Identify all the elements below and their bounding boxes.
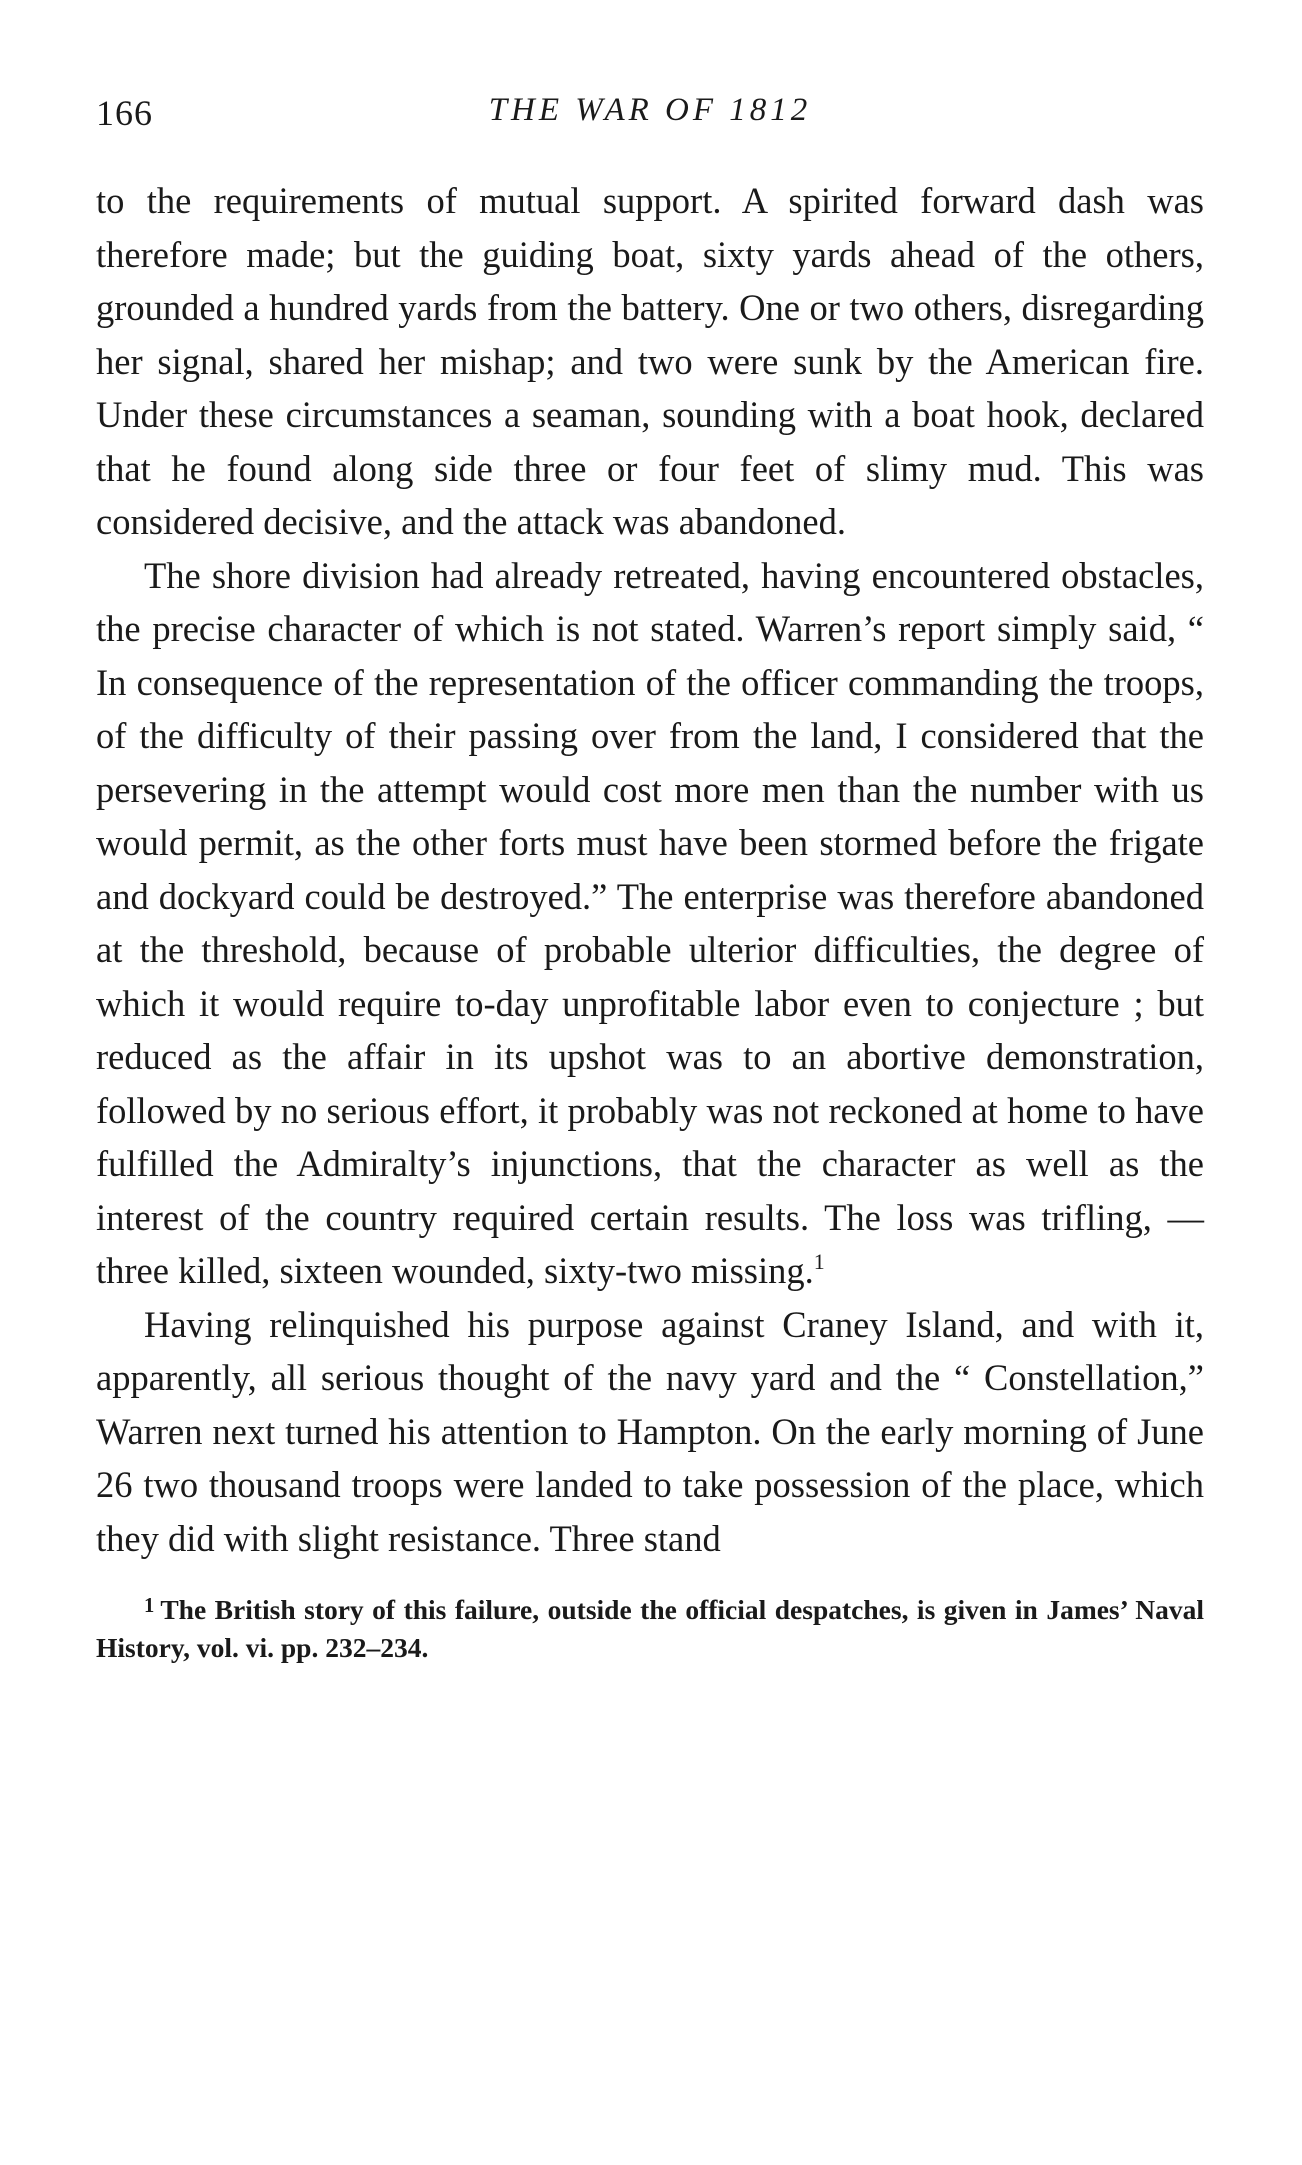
footnote-text: The British story of this failure, outside the official despatches, is given in James’ Naval History, vol. vi. pp. 232–234. [96, 1594, 1204, 1664]
footnote-mark: 1 [144, 1595, 155, 1617]
paragraph-text: to the requirements of mutual support. A spirited forward dash was therefore made; but the guiding boat, sixty yards ahead of the others, grounded a hundred yards from the battery. One or two others, disregarding her signal, shared her mishap; and two were sunk by the American fire. Under these circumstances a seaman, sounding with a boat hook, declared that he found along side three or four feet of slimy mud. This was considered decisive, and the attack was abandoned. [96, 180, 1204, 542]
footnote [96, 1587, 1204, 1667]
book-page [96, 92, 1204, 1667]
paragraph-text: Having relinquished his purpose against Craney Island, and with it, apparently, all serious thought of the navy yard and the “ Constellation,” Warren next turned his attention to Hampton. On the early morning of June 26 two thousand troops were landed to take possession of the place, which they did with slight resistance. Three stand [96, 1303, 1204, 1559]
page-number: 166 [96, 93, 153, 133]
running-title: THE WAR OF 1812 [488, 92, 812, 128]
running-head [96, 92, 1204, 142]
paragraph [96, 549, 1204, 1298]
footnote-reference: 1 [813, 1248, 825, 1274]
paragraph-text: The shore division had already retreated, having encountered obstacles, the precise character of which is not stated. Warren’s report simply said, “ In consequence of the representation of the officer commanding the troops, of the difficulty of their passing over from the land, I considered that the persevering in the attempt would cost more men than the number with us would permit, as the other forts must have been stormed before the frigate and dockyard could be destroyed.” The enterprise was therefore abandoned at the threshold, because of probable ulterior difficulties, the degree of which it would require to-day unprofitable labor even to conjecture ; but reduced as the affair in its upshot was to an abortive demonstration, followed by no serious effort, it probably was not reckoned at home to have fulfilled the Admiralty’s injunctions, that the character as well as the interest of the country required certain results. The loss was trifling, — three killed, sixteen wounded, sixty-two missing. [96, 554, 1204, 1291]
body-text [96, 174, 1204, 1565]
paragraph [96, 1298, 1204, 1566]
paragraph-continued [96, 174, 1204, 549]
